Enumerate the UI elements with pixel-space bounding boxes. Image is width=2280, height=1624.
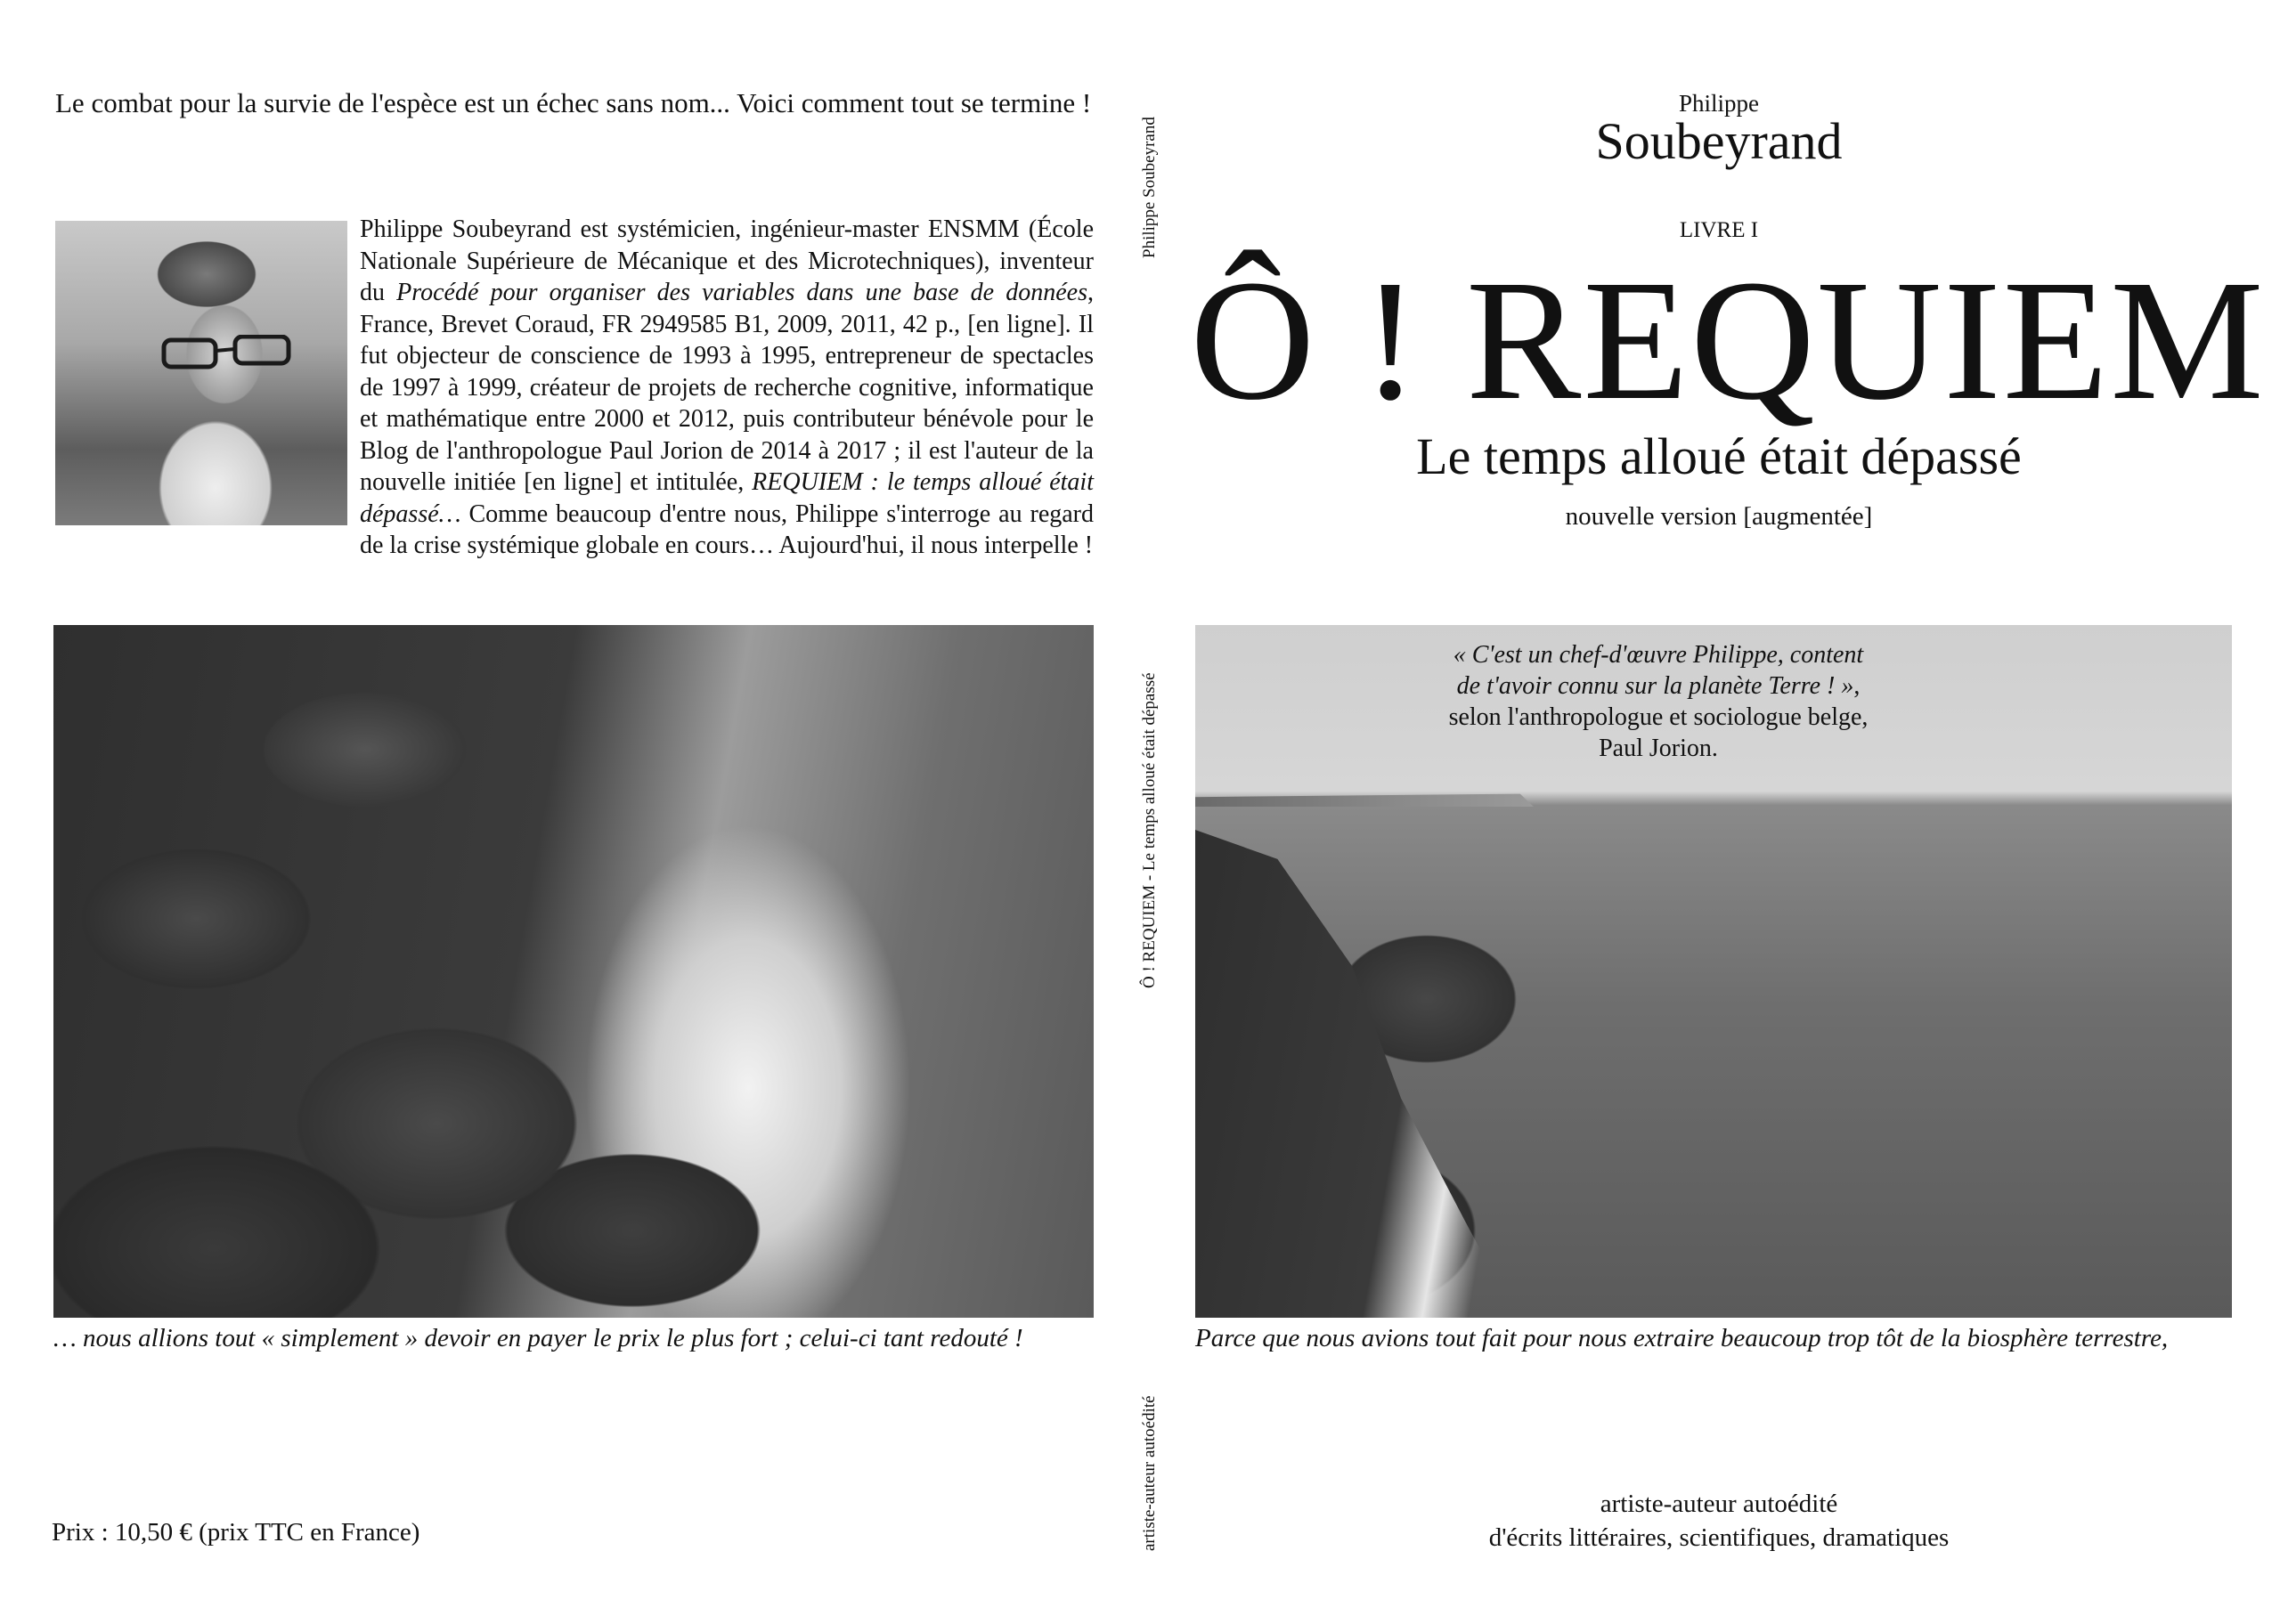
shore-rocks-shape: [1195, 830, 1569, 1318]
bio-novel-title: REQUIEM : le temps alloué était dépassé…: [360, 468, 1094, 528]
spine-author: Philippe Soubeyrand: [1140, 117, 1159, 258]
book-title: Ô ! REQUIEM: [1190, 244, 2266, 435]
quote-line-3: selon l'anthropologue et sociologue belge,: [1448, 703, 1869, 731]
glasses-shape: [160, 335, 294, 370]
author-last-name: Soubeyrand: [1595, 112, 1843, 170]
book-label: LIVRE I: [1679, 218, 1759, 242]
publisher-block: [1193, 1487, 2244, 1555]
back-caption: … nous allions tout « simplement » devoir en payer le prix le plus fort ; celui-ci tant redouté !: [53, 1324, 1023, 1352]
back-tagline: Le combat pour la survie de l'espèce est un échec sans nom... Voici comment tout se termine !: [55, 87, 1092, 118]
edition-note: nouvelle version [augmentée]: [1565, 502, 1873, 531]
bio-patent-title: Procédé pour organiser des variables dans une base de données: [396, 279, 1088, 306]
quote-line-2: de t'avoir connu sur la planète Terre ! »,: [1456, 672, 1861, 700]
author-photo: [55, 221, 347, 525]
pier-shape: [1195, 791, 1534, 807]
author-first-name: Philippe: [1678, 90, 1759, 117]
cover-quote: [1400, 639, 1917, 764]
book-subtitle: Le temps alloué était dépassé: [1416, 427, 2022, 485]
rocks-waves-photo: [53, 625, 1094, 1318]
bio-text-2: , France, Brevet Coraud, FR 2949585 B1, 2009, 2011, 42 p., [en ligne]. Il fut objecteur de conscience de 1993 à 1995, entrepreneur de spectacles de 1997 à 1999, créateur de projets de recherche cognitive, informatique et mathématique entre 2000 et 2012, puis contributeur bénévole pour le Blog de l'anthropologue Paul Jorion de 2014 à 2017 ; il est l'auteur de la nouvelle initiée [en ligne] et intitulée,: [360, 279, 1095, 496]
publisher-line-1: artiste-auteur autoédité: [1600, 1490, 1838, 1518]
spine-publisher: artiste-auteur autoédité: [1140, 1395, 1159, 1551]
bio-text-3: Comme beaucoup d'entre nous, Philippe s'interroge au regard de la crise systémique globale en cours… Aujourd'hui, il nous interpelle !: [360, 499, 1094, 559]
front-caption: Parce que nous avions tout fait pour nous extraire beaucoup trop tôt de la biosphère terrestre,: [1195, 1324, 2169, 1352]
sea-jetty-photo: [1195, 625, 2232, 1318]
bio-text-1: Philippe Soubeyrand est systémicien, ingénieur-master ENSMM (École Nationale Supérieure de Mécanique et des Microtechniques), inventeur du: [360, 215, 1094, 306]
price-label: Prix : 10,50 € (prix TTC en France): [52, 1518, 420, 1547]
spine-title: Ô ! REQUIEM - Le temps alloué était dépassé: [1140, 672, 1159, 988]
quote-line-4: Paul Jorion.: [1599, 735, 1718, 762]
publisher-line-2: d'écrits littéraires, scientifiques, dramatiques: [1488, 1523, 1950, 1552]
author-bio: [360, 214, 1094, 562]
quote-line-1: « C'est un chef-d'œuvre Philippe, content: [1453, 641, 1864, 669]
